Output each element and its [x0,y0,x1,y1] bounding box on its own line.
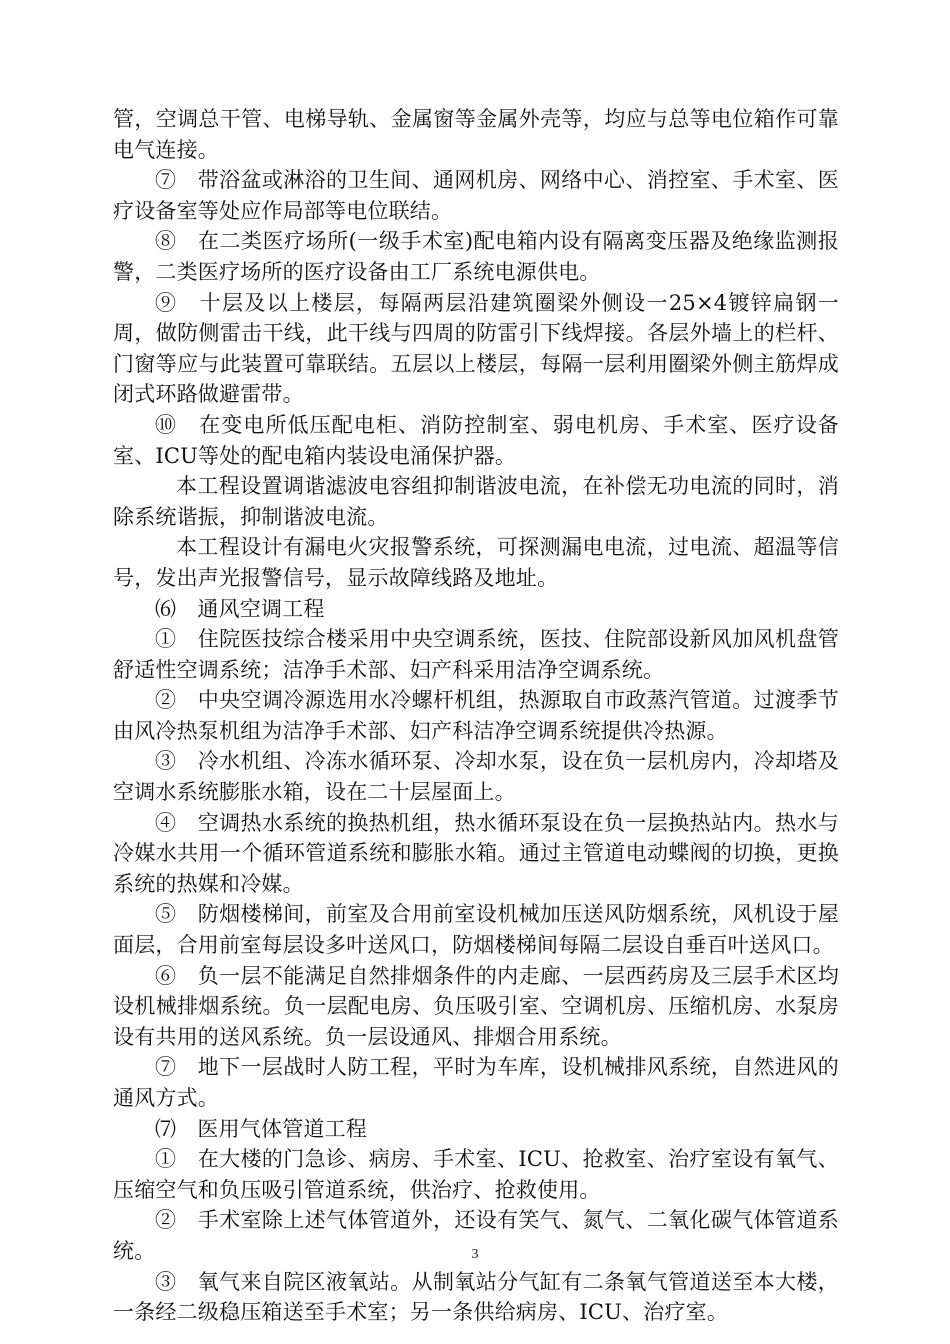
paragraph-2: ⑧ 在二类医疗场所(一级手术室)配电箱内设有隔离变压器及绝缘监测报警，二类医疗场所的医疗设备由工厂系统电源供电。 [113,229,839,284]
page-number: 3 [471,1247,479,1262]
section-heading-medical-gas: ⑺ 医用气体管道工程 [155,1116,367,1141]
paragraph-3: ⑨ 十层及以上楼层，每隔两层沿建筑圈梁外侧设一25×4镀锌扁钢一周，做防侧雷击干线，此干线与四周的防雷引下线焊接。各层外墙上的栏杆、门窗等应与此装置可靠联结。五层以上楼层，每隔一层利用圈梁外侧主筋焊成闭式环路做避雷带。 [113,290,839,407]
paragraph-0: 管，空调总干管、电梯导轨、金属窗等金属外壳等，均应与总等电位箱作可靠电气连接。 [113,107,839,162]
paragraph-17: ② 手术室除上述气体管道外，还设有笑气、氮气、二氧化碳气体管道系统。 [113,1208,839,1263]
paragraph-13: ⑥ 负一层不能满足自然排烟条件的内走廊、一层西药房及三层手术区均设机械排烟系统。负一层配电房、负压吸引室、空调机房、压缩机房、水泵房设有共用的送风系统。负一层设通风、排烟合用系统。 [113,963,839,1049]
paragraph-4: ⑩ 在变电所低压配电柜、消防控制室、弱电机房、手术室、医疗设备室、ICU等处的配电箱内装设电涌保护器。 [113,412,839,468]
paragraph-8: ① 住院医技综合楼采用中央空调系统，医技、住院部设新风加风机盘管舒适性空调系统；洁净手术部、妇产科采用洁净空调系统。 [113,627,839,682]
paragraph-9: ② 中央空调冷源选用水冷螺杆机组，热源取自市政蒸汽管道。过渡季节由风冷热泵机组为洁净手术部、妇产科洁净空调系统提供冷热源。 [113,688,839,743]
paragraph-16: ① 在大楼的门急诊、病房、手术室、ICU、抢救室、治疗室设有氧气、压缩空气和负压吸引管道系统，供治疗、抢救使用。 [113,1147,839,1202]
paragraph-12: ⑤ 防烟楼梯间，前室及合用前室设机械加压送风防烟系统，风机设于屋面层，合用前室每层设多叶送风口，防烟楼梯间每隔二层设自垂百叶送风口。 [113,902,839,958]
paragraph-18: ③ 氧气来自院区液氧站。从制氧站分气缸有二条氧气管道送至本大楼，一条经二级稳压箱送至手术室；另一条供给病房、ICU、治疗室。 [113,1269,839,1325]
paragraph-1: ⑦ 带浴盆或淋浴的卫生间、通网机房、网络中心、消控室、手术室、医疗设备室等处应作局部等电位联结。 [113,168,839,223]
paragraph-11: ④ 空调热水系统的换热机组，热水循环泵设在负一层换热站内。热水与冷媒水共用一个循环管道系统和膨胀水箱。通过主管道电动蝶阀的切换，更换系统的热媒和冷媒。 [113,810,839,896]
paragraph-6: 本工程设计有漏电火灾报警系统，可探测漏电电流，过电流、超温等信号，发出声光报警信号，显示故障线路及地址。 [113,535,839,590]
section-heading-hvac: ⑹ 通风空调工程 [155,596,325,621]
document-body [113,104,839,1328]
paragraph-14: ⑦ 地下一层战时人防工程，平时为车库，设机械排风系统，自然进风的通风方式。 [113,1055,839,1110]
paragraph-5: 本工程设置调谐滤波电容组抑制谐波电流，在补偿无功电流的同时，消除系统谐振，抑制谐波电流。 [113,474,839,529]
paragraph-10: ③ 冷水机组、冷冻水循环泵、冷却水泵，设在负一层机房内，冷却塔及空调水系统膨胀水箱，设在二十层屋面上。 [113,749,839,805]
